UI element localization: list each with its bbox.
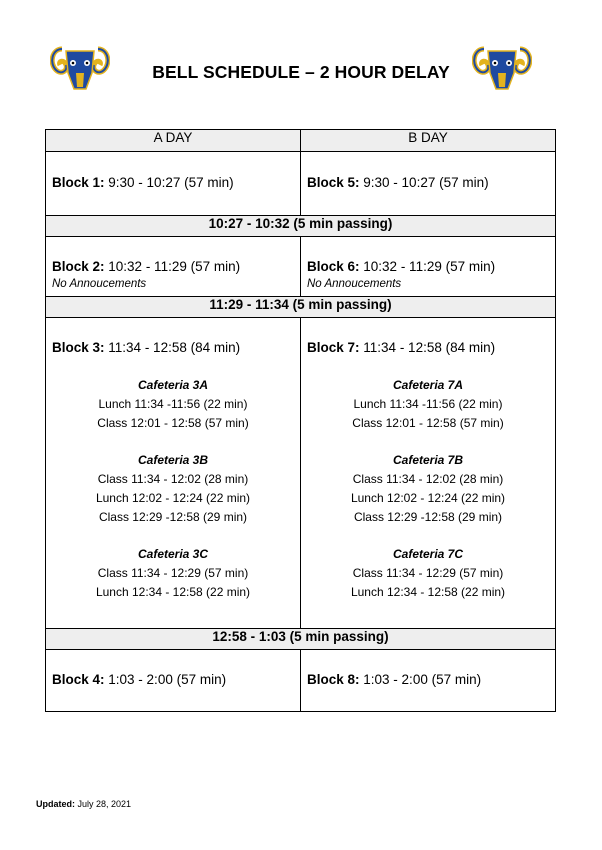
cafeteria-group [301, 545, 555, 602]
updated-footer [36, 799, 131, 809]
cafeteria-name: Cafeteria 7B [392, 453, 464, 467]
block-name: Block 6: [307, 259, 360, 274]
cafeteria-line: Class 11:34 - 12:29 (57 min) [352, 566, 504, 580]
cafeteria-group [301, 376, 555, 433]
passing-row [46, 629, 556, 650]
block-time: 9:30 - 10:27 (57 min) [104, 175, 234, 190]
cafeteria-name: Cafeteria 7C [392, 547, 464, 561]
page-header [0, 0, 602, 120]
block-time: 11:34 - 12:58 (84 min) [104, 340, 241, 355]
page-title: BELL SCHEDULE – 2 HOUR DELAY [152, 62, 450, 82]
block-note: No Annoucements [307, 278, 402, 290]
block-cell-b [301, 650, 556, 712]
cafeteria-line: Lunch 11:34 -11:56 (22 min) [98, 397, 248, 411]
cafeteria-line: Class 12:29 -12:58 (29 min) [353, 510, 503, 524]
block-time: 11:34 - 12:58 (84 min) [359, 340, 496, 355]
block-row [46, 650, 556, 712]
block-time: 1:03 - 2:00 (57 min) [359, 672, 482, 687]
block-row [46, 237, 556, 297]
block-cell-b [301, 318, 556, 629]
block-name: Block 3: [52, 340, 105, 355]
cafeteria-line: Lunch 11:34 -11:56 (22 min) [353, 397, 503, 411]
block-cell-a [46, 152, 301, 216]
block-cell-b [301, 152, 556, 216]
block-name: Block 8: [307, 672, 360, 687]
cafeteria-group [46, 545, 300, 602]
cafeteria-name: Cafeteria 3B [137, 453, 209, 467]
cafeteria-line: Class 12:01 - 12:58 (57 min) [97, 416, 249, 430]
block-time: 1:03 - 2:00 (57 min) [104, 672, 227, 687]
block-time: 9:30 - 10:27 (57 min) [359, 175, 489, 190]
passing-row [46, 216, 556, 237]
cafeteria-line: Lunch 12:34 - 12:58 (22 min) [95, 585, 251, 599]
updated-date: July 28, 2021 [75, 799, 132, 809]
cafeteria-line: Class 11:34 - 12:02 (28 min) [97, 472, 249, 486]
block-time: 10:32 - 11:29 (57 min) [104, 259, 241, 274]
passing-row [46, 297, 556, 318]
block-name: Block 2: [52, 259, 105, 274]
block-name: Block 1: [52, 175, 105, 190]
bell-schedule-table [45, 129, 556, 712]
column-header-b-day: B DAY [301, 130, 556, 152]
block-note: No Annoucements [52, 278, 147, 290]
cafeteria-line: Lunch 12:02 - 12:24 (22 min) [350, 491, 506, 505]
block-cell-a [46, 237, 301, 297]
block-cell-a [46, 318, 301, 629]
block-name: Block 4: [52, 672, 105, 687]
block-name: Block 5: [307, 175, 360, 190]
cafeteria-group [46, 451, 300, 527]
cafeteria-group [46, 376, 300, 433]
ram-mascot-icon [472, 43, 532, 95]
cafeteria-name: Cafeteria 7A [392, 378, 464, 392]
block-name: Block 7: [307, 340, 360, 355]
block-time: 10:32 - 11:29 (57 min) [359, 259, 496, 274]
cafeteria-line: Class 12:01 - 12:58 (57 min) [352, 416, 504, 430]
column-header-row [46, 130, 556, 152]
cafeteria-line: Lunch 12:34 - 12:58 (22 min) [350, 585, 506, 599]
cafeteria-line: Lunch 12:02 - 12:24 (22 min) [95, 491, 251, 505]
cafeteria-name: Cafeteria 3A [137, 378, 209, 392]
cafeteria-line: Class 11:34 - 12:29 (57 min) [97, 566, 249, 580]
cafeteria-line: Class 11:34 - 12:02 (28 min) [352, 472, 504, 486]
cafeteria-name: Cafeteria 3C [137, 547, 209, 561]
passing-period: 10:27 - 10:32 (5 min passing) [46, 216, 556, 237]
cafeteria-group [301, 451, 555, 527]
block-row [46, 152, 556, 216]
block-cell-b [301, 237, 556, 297]
passing-period: 11:29 - 11:34 (5 min passing) [46, 297, 556, 318]
passing-period: 12:58 - 1:03 (5 min passing) [46, 629, 556, 650]
updated-label: Updated: [36, 799, 75, 809]
cafeteria-line: Class 12:29 -12:58 (29 min) [98, 510, 248, 524]
block-cell-a [46, 650, 301, 712]
column-header-a-day: A DAY [46, 130, 301, 152]
block-row [46, 318, 556, 629]
